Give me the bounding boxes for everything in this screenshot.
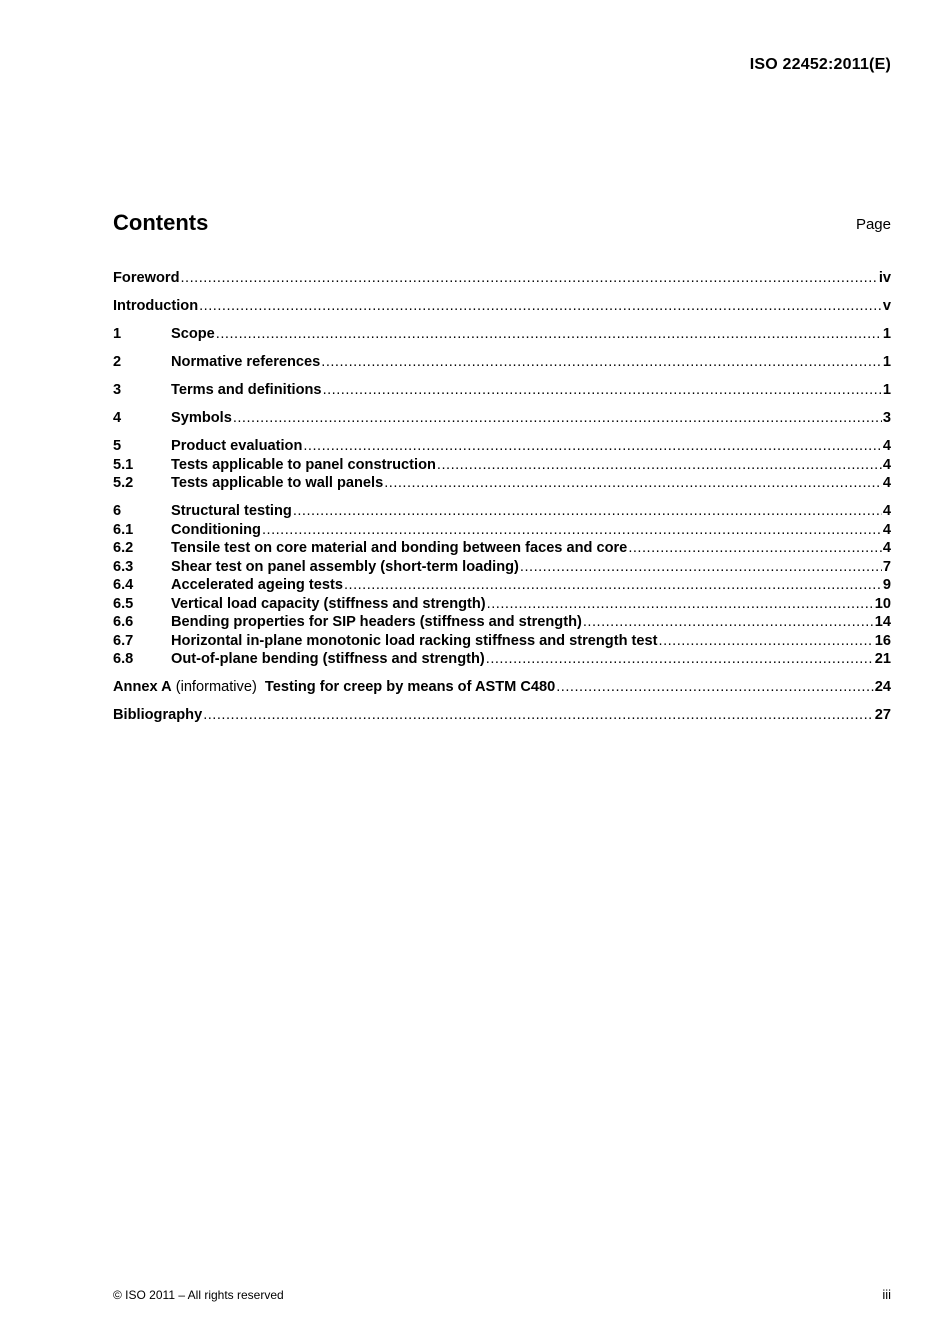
toc-entry[interactable] [113,297,891,316]
dot-leader [203,706,874,725]
dot-leader [344,576,882,595]
dot-leader [303,437,882,456]
toc-entry-page: 24 [874,679,891,695]
dot-leader [262,521,882,540]
toc-entry-number: 6.1 [113,521,134,538]
toc-entry-title-text: Scope [171,326,215,342]
toc-entry[interactable] [113,632,891,651]
toc-entry-title-text: Introduction [113,298,199,314]
toc-entry[interactable] [113,576,891,595]
dot-leader [437,456,882,475]
dot-leader [323,381,882,400]
toc-entry-number: 6.4 [113,577,134,593]
dot-leader [384,474,882,493]
toc-entry-number: 4 [113,410,122,426]
contents-heading: Contents [113,210,209,235]
page-number: iii [882,1287,891,1302]
toc-entry-title [113,297,198,316]
toc-entry-title [171,595,486,614]
toc-entry-title-text: Vertical load capacity (stiffness and strength) [171,595,486,612]
toc-entry-page: 14 [874,614,891,630]
toc-entry-number: 2 [113,354,122,370]
toc-entry-number: 6.8 [113,651,134,667]
toc-entry[interactable] [113,353,891,372]
toc-entry-page: 16 [874,632,891,649]
toc-entry-title [171,613,582,632]
toc-entry-title [171,558,519,577]
toc-entry[interactable] [113,474,891,493]
toc-entry[interactable] [113,706,891,725]
toc-entry-title-text: Bibliography [113,707,203,723]
toc-entry-number: 5.1 [113,456,134,473]
toc-entry-page: 4 [882,503,891,519]
table-of-contents [113,269,891,725]
toc-entry-number: 3 [113,382,122,398]
toc-entry-page: v [882,298,891,314]
dot-leader [487,595,874,614]
toc-entry-number: 6.6 [113,614,134,630]
toc-entry-title-text: Structural testing [171,503,292,519]
toc-entry-title-text: Terms and definitions [171,382,322,398]
toc-entry-page: 4 [882,540,891,556]
toc-entry-title [171,539,627,558]
toc-entry-title [113,678,555,697]
toc-entry-title [113,706,202,725]
toc-entry-title [171,502,292,521]
dot-leader [556,678,874,697]
dot-leader [659,632,874,651]
toc-entry-title [171,381,322,400]
toc-entry[interactable] [113,325,891,344]
toc-entry-number: 6.5 [113,595,134,612]
toc-entry-title-text: Product evaluation [171,438,303,454]
toc-entry[interactable] [113,613,891,632]
toc-entry-title-text: Tensile test on core material and bonding between faces and core [171,540,628,556]
toc-entry[interactable] [113,678,891,697]
toc-entry-title [171,474,383,493]
toc-entry-title-text: Annex A [113,679,172,695]
toc-entry-page: 7 [882,558,891,575]
toc-entry-page: 9 [882,577,891,593]
toc-entry-title-text: Accelerated ageing tests [171,577,343,593]
toc-entry-page: 1 [882,326,891,342]
toc-entry-number: 6.3 [113,558,134,575]
toc-entry-title [171,409,232,428]
dot-leader [180,269,877,288]
toc-entry-number: 5 [113,438,122,454]
toc-entry-number: 6.7 [113,632,134,649]
toc-entry-number: 5.2 [113,475,134,491]
toc-entry-page: 21 [874,651,891,667]
dot-leader [583,613,874,632]
toc-entry-page: 3 [882,410,891,426]
toc-entry-title-text: Tests applicable to panel construction [171,456,436,473]
toc-entry-page: 4 [882,475,891,491]
toc-entry-title-text: Out-of-plane bending (stiffness and strength) [171,651,485,667]
toc-entry[interactable] [113,521,891,540]
toc-entry-page: 1 [882,382,891,398]
toc-entry-annex-type: (informative) [171,679,261,695]
toc-entry-page: 27 [874,707,891,723]
dot-leader [321,353,882,372]
toc-entry-page: 4 [882,438,891,454]
toc-entry-page: 4 [882,456,891,473]
toc-entry-title-text: Bending properties for SIP headers (stiffness and strength) [171,614,582,630]
toc-entry-title [171,325,215,344]
toc-entry-page: 1 [882,354,891,370]
toc-entry-title [171,576,343,595]
toc-entry-title [171,632,658,651]
page-column-label: Page [855,216,891,233]
toc-entry-number: 6 [113,503,122,519]
toc-entry-title [171,650,485,669]
toc-entry-title [171,437,302,456]
toc-entry[interactable] [113,437,891,456]
toc-entry[interactable] [113,595,891,614]
toc-entry-title-text: Symbols [171,410,232,426]
toc-entry-title-text: Horizontal in-plane monotonic load racking stiffness and strength test [171,632,658,649]
toc-entry[interactable] [113,409,891,428]
toc-entry[interactable] [113,539,891,558]
toc-entry-title-text: Shear test on panel assembly (short-term loading) [171,558,519,575]
toc-entry-page: 4 [882,521,891,538]
toc-entry[interactable] [113,269,891,288]
toc-entry-title-text: Normative references [171,354,321,370]
dot-leader [293,502,882,521]
copyright-notice: © ISO 2011 – All rights reserved [113,1288,284,1302]
toc-entry[interactable] [113,502,891,521]
document-id: ISO 22452:2011(E) [749,56,891,73]
toc-entry[interactable] [113,558,891,577]
toc-entry-title [171,456,436,475]
dot-leader [628,539,882,558]
dot-leader [199,297,882,316]
toc-entry-page: 10 [874,595,891,612]
toc-entry-title-text: Foreword [113,270,180,286]
toc-entry-number: 6.2 [113,540,134,556]
toc-entry-title [113,269,179,288]
dot-leader [486,650,874,669]
toc-entry-title [171,353,320,372]
toc-entry-title-text: Tests applicable to wall panels [171,475,384,491]
toc-entry-page: iv [878,270,891,286]
toc-entry-annex-title: Testing for creep by means of ASTM C480 [260,679,556,695]
toc-entry-title-text: Conditioning [171,521,261,538]
toc-entry-title [171,521,261,540]
toc-entry-number: 1 [113,326,122,342]
dot-leader [216,325,882,344]
dot-leader [233,409,882,428]
dot-leader [520,558,882,577]
toc-entry[interactable] [113,381,891,400]
toc-entry[interactable] [113,456,891,475]
toc-entry[interactable] [113,650,891,669]
